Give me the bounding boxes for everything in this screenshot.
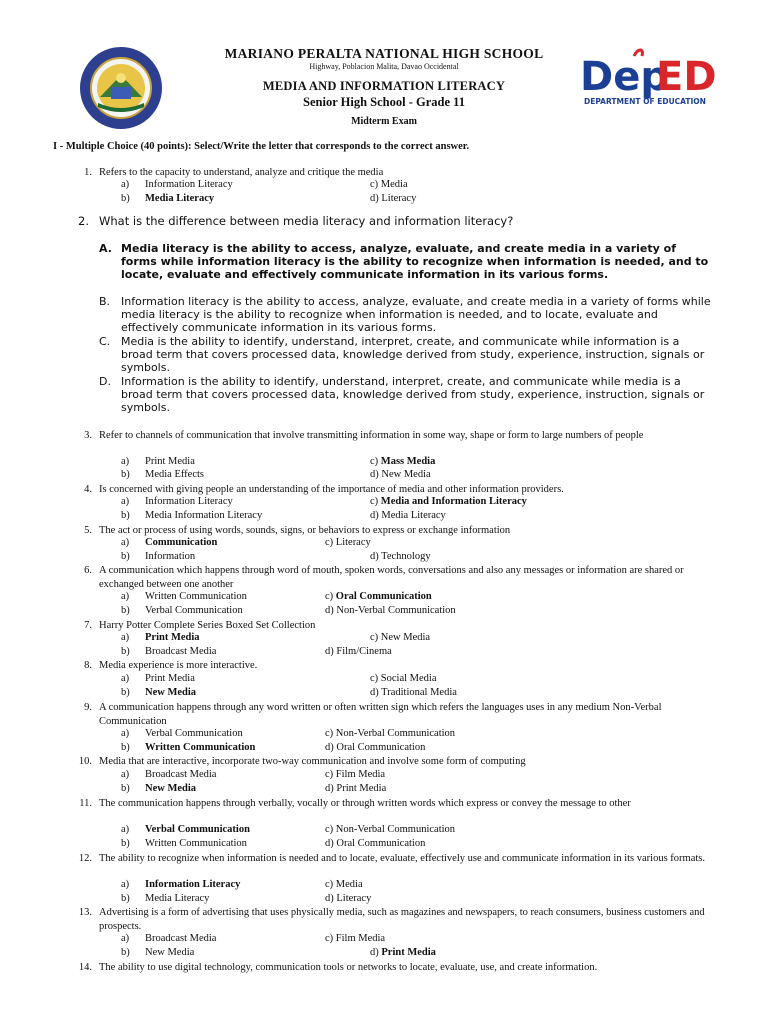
option-d: d) Oral Communication [325, 838, 426, 849]
option-d: d) Traditional Media [370, 687, 457, 698]
school-name: MARIANO PERALTA NATIONAL HIGH SCHOOL [224, 46, 544, 61]
svg-text:Dep: Dep [580, 54, 669, 100]
school-seal-logo [78, 45, 164, 131]
question-stem: The communication happens through verbally, vocally or through written words which express or convey the message to other [99, 798, 631, 809]
option-d: d) Literacy [325, 893, 372, 904]
question-stem: Media that are interactive, incorporate two-way communication and involve some form of computing [99, 756, 526, 767]
option-d: d) Print Media [325, 783, 387, 794]
option-b: b) Written Communication [121, 838, 247, 849]
subject-title: MEDIA AND INFORMATION LITERACY [262, 79, 506, 93]
option-c: c) Non-Verbal Communication [325, 728, 456, 739]
question-number: 14. [78, 962, 92, 973]
option-d: d) Oral Communication [325, 742, 426, 753]
option-a: a) Print Media [121, 632, 200, 643]
question-number: 3. [84, 430, 92, 441]
question-stem: Advertising is a form of advertising that uses physically media, such as magazines and newspapers, to reach consumers, business customers and prospects. [99, 907, 705, 932]
grade-level: Senior High School - Grade 11 [303, 95, 465, 109]
question-stem: Media experience is more interactive. [99, 660, 258, 671]
question-number: 6. [84, 565, 92, 576]
option-c: c) Social Media [370, 673, 437, 684]
option-b: b) Media Literacy [121, 193, 215, 204]
option-a: a) Verbal Communication [121, 824, 250, 835]
option-c: c) Non-Verbal Communication [325, 824, 456, 835]
question-stem: The act or process of using words, sounds, signs, or behaviors to express or exchange information [99, 525, 511, 536]
question-number: 13. [78, 907, 92, 918]
exam-page: Dep ED DEPARTMENT OF EDUCATION MARIANO PERALTA NATIONAL HIGH SCHOOL Highway, Poblacion Malita, Davao Occidental MEDIA AND INFORMATION LITERACY Senior High School - Grade 11 Midterm Exam I - Multiple Choice (40 points): Select/Write the letter that corresponds to the correct answer. 1. Refers to the capacity to understand, analyze and critique the media a) Information Literacy b) Media Literacy c) Media d) Literacy 2. What is the difference between media literacy and information literacy? A. Media literacy is the ability to access, analyze, evaluate, and create media in a variety of forms while information literacy is the ability to recognize when information is needed, and to locate, evaluate and effectively communicate information in its various forms. B. Information literacy is the ability to access, analyze, evaluate, and create media in a variety of forms while media literacy is the ability to recognize when information is needed, and to locate, evaluate and effectively communicate information in its various forms. C. Media is the ability to identify, understand, interpret, create, and communicate while information is a broad term that covers processed data, knowledge derived from study, experience, instruction, signals or symbols. D. Information is the ability to identify, understand, interpret, create, and communicate while media is a broad term that covers processed data, knowledge derived from study, experience, instruction, signals or symbols. 3. Refer to channels of communication that involve transmitting information in some way, shape or form to large numbers of people a) Print Media b) Media Effects c) Mass Media d) New Media 4. Is concerned with giving people an understanding of the importance of media and other information providers. a) Information Literacy b) Media Information Literacy c) Media and Information Literacy d) Media Literacy 5. The act or process of using words, sounds, signs, or behaviors to express or exchange information a) Communication b) Information c) Literacy d) Technology 6. A communication which happens through word of mouth, spoken words, conversations and also any messages or information are shared or exchanged between one another a) Written Communication b) Verbal Communication c) Oral Communication d) Non-Verbal Communication 7. Harry Potter Complete Series Boxed Set Collection a) Print Media b) Broadcast Media c) New Media d) Film/Cinema 8. Media experience is more interactive. a) Print Media b) New Media c) Social Media d) Traditional Media 9. A communication happens through any word written or often written sign which refers the languages uses in any medium Non-Verbal Communication a) Verbal Communication b) Written Communication c) Non-Verbal Communication d) Oral Communication 10. Media that are interactive, incorporate two-way communication and involve some form of computing a) Broadcast Media b) New Media c) Film Media d) Print Media 11. The communication happens through verbally, vocally or through written words which express or convey the message to other a) Verbal Communication b) Written Communication c) Non-Verbal Communication d) Oral Communication 12. The ability to recognize when information is needed and to locate, evaluate, effectively use and communicate information in its various formats. a) Information Literacy b) Media Literacy c) Media d) Literacy 13. Advertising is a form of advertising that uses physically media, such as magazines and newspapers, to reach consumers, business customers and prospects. a) Broadcast Media b) New Media c) Film Media d) Print Media 14. The ability to use digital technology, communication tools or networks to locate, evaluate, use, and create information. [0, 0, 768, 1024]
option-c: c) Media and Information Literacy [370, 496, 527, 507]
option-c: c) Media [325, 879, 363, 890]
option-b: b) New Media [121, 783, 197, 794]
option-b: b) Media Literacy [121, 893, 210, 904]
question-number: 7. [84, 620, 92, 631]
option-d: d) Non-Verbal Communication [325, 605, 456, 616]
option-d: d) Media Literacy [370, 510, 446, 521]
question-stem: Harry Potter Complete Series Boxed Set Collection [99, 620, 316, 631]
option-b: b) New Media [121, 687, 197, 698]
question-number: 5. [84, 525, 92, 536]
option-a: a) Verbal Communication [121, 728, 243, 739]
question-number: 10. [78, 756, 92, 767]
option-a: a) Print Media [121, 673, 195, 684]
question-number: 2. [78, 214, 89, 228]
question-stem: The ability to use digital technology, communication tools or networks to locate, evaluate, use, and create information. [99, 962, 598, 973]
option-a: a) Communication [121, 537, 218, 548]
school-address: Highway, Poblacion Malita, Davao Occidental [309, 62, 459, 71]
exam-title: Midterm Exam [351, 116, 417, 127]
question-stem: A communication happens through any word written or often written sign which refers the languages uses in any medium Non-Verbal Communication [99, 702, 662, 727]
option-a: a) Broadcast Media [121, 933, 217, 944]
option-b: b) Broadcast Media [121, 646, 217, 657]
option-c: c) New Media [370, 632, 431, 643]
option-d: d) Film/Cinema [325, 646, 392, 657]
option-b: b) Media Information Literacy [121, 510, 263, 521]
svg-text:ED: ED [656, 54, 717, 100]
question-number: 4. [84, 484, 92, 495]
question-number: 11. [79, 798, 92, 809]
option-d: d) New Media [370, 469, 431, 480]
option-b: b) New Media [121, 947, 195, 958]
option-c: c) Mass Media [370, 456, 436, 467]
question-stem: Is concerned with giving people an understanding of the importance of media and other information providers. [99, 484, 564, 495]
option-a: a) Print Media [121, 456, 195, 467]
question-stem: Refer to channels of communication that involve transmitting information in some way, shape or form to large numbers of people [99, 430, 644, 441]
option-a: a) Information Literacy [121, 496, 233, 507]
question-number: 1. [84, 167, 92, 178]
option-a: a) Information Literacy [121, 179, 233, 190]
question-stem: The ability to recognize when information is needed and to locate, evaluate, effectively use and communicate information in its various formats. [99, 853, 705, 864]
option-c: c) Film Media [325, 933, 386, 944]
option-d: d) Technology [370, 551, 431, 562]
option-a: a) Written Communication [121, 591, 247, 602]
option-a: a) Information Literacy [121, 879, 241, 890]
option-a: a) Broadcast Media [121, 769, 217, 780]
option-c: c) Media [370, 179, 408, 190]
question-stem: A communication which happens through word of mouth, spoken words, conversations and also any messages or information are shared or exchanged between one another [99, 565, 684, 590]
option-d: d) Print Media [370, 947, 436, 958]
svg-text:DEPARTMENT OF EDUCATION: DEPARTMENT OF EDUCATION [584, 97, 706, 106]
option-b: b) Media Effects [121, 469, 204, 480]
option-c: c) Oral Communication [325, 591, 432, 602]
option-c: c) Literacy [325, 537, 371, 548]
question-number: 9. [84, 702, 92, 713]
option-b: b) Written Communication [121, 742, 256, 753]
option-c: c) Film Media [325, 769, 386, 780]
option-b: b) Verbal Communication [121, 605, 243, 616]
question-number: 8. [84, 660, 92, 671]
question-number: 12. [78, 853, 92, 864]
section-instructions: I - Multiple Choice (40 points): Select/Write the letter that corresponds to the correct answer. [53, 141, 470, 152]
option-d: d) Literacy [370, 193, 417, 204]
question-stem: What is the difference between media literacy and information literacy? [99, 214, 514, 228]
question-stem: Refers to the capacity to understand, analyze and critique the media [99, 167, 384, 178]
option-b: b) Information [121, 551, 196, 562]
